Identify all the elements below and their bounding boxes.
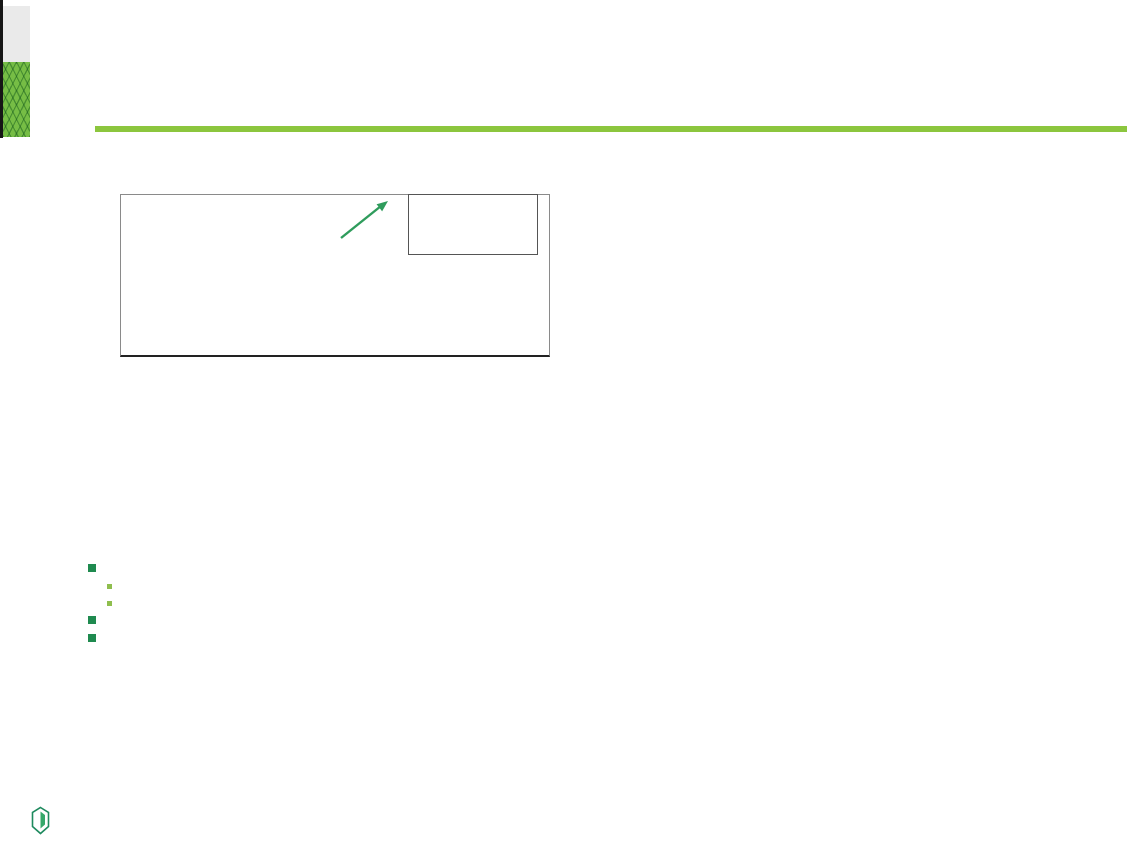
bullets-section	[88, 556, 1128, 644]
inset-chart	[408, 194, 538, 255]
stacked-bar-business-stopped	[1003, 179, 1068, 476]
bullet-text	[107, 556, 1128, 572]
bullet-item	[88, 626, 1128, 642]
sub-bullet-item	[107, 574, 1128, 589]
inset-legend	[407, 286, 557, 296]
inset-y-axis	[352, 184, 404, 274]
bullet-text	[107, 608, 1128, 624]
bullet-marker-icon	[88, 634, 96, 642]
sub-bullet-item	[107, 591, 1128, 606]
bullet-marker-icon	[88, 564, 96, 572]
nbu-emblem-icon	[30, 806, 51, 835]
sub-bullet-marker-icon	[107, 601, 112, 606]
bullet-item	[88, 608, 1128, 624]
trend-line-plot	[409, 195, 536, 253]
left-chart-x-axis	[120, 358, 548, 542]
sub-bullet-marker-icon	[107, 584, 112, 589]
corner-gray-block	[3, 6, 30, 62]
left-chart-y-axis	[70, 194, 114, 356]
bullet-item	[88, 556, 1128, 572]
title-underline	[95, 126, 1127, 132]
bullet-text	[107, 626, 1128, 642]
trend-line-swatch	[407, 292, 439, 296]
nbu-logo	[30, 806, 57, 835]
left-chart-legend	[281, 445, 287, 447]
sub-bullet-text	[119, 574, 1128, 589]
stacked-bar-business-working	[888, 179, 952, 476]
sub-bullet-text	[119, 591, 1128, 606]
bullet-marker-icon	[88, 616, 96, 624]
corner-green-pattern	[3, 62, 30, 137]
